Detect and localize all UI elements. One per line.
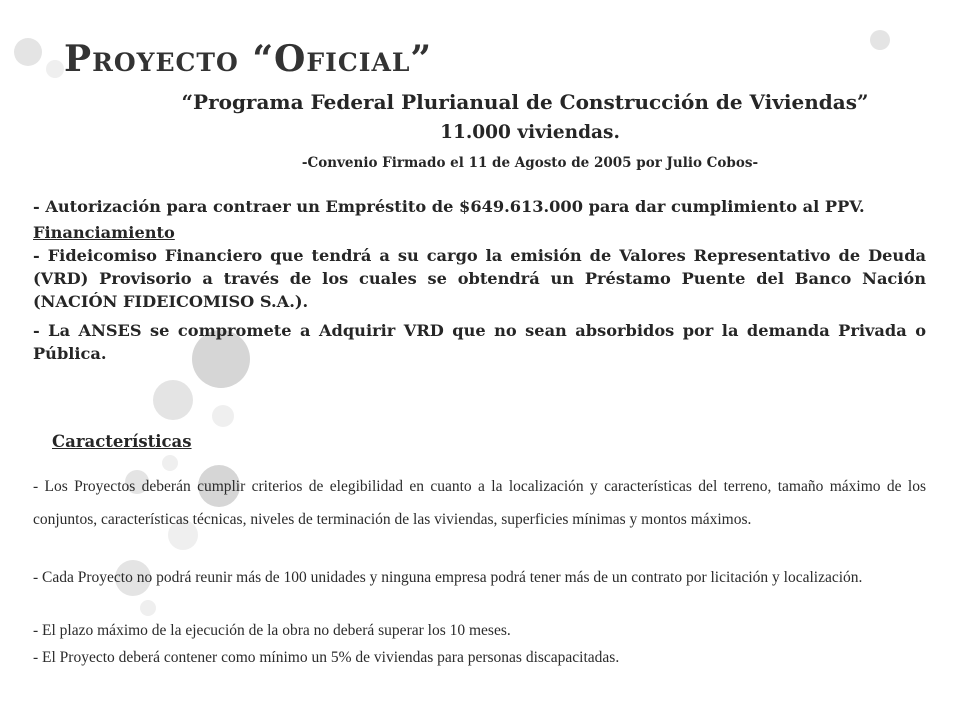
convenio-note: -Convenio Firmado el 11 de Agosto de 2005 por Julio Cobos-: [301, 155, 759, 171]
decor-circle: [46, 60, 64, 78]
decor-circle: [140, 600, 156, 616]
decor-circle: [212, 405, 234, 427]
decor-circle: [162, 455, 178, 471]
caracteristica-item: - Cada Proyecto no podrá reunir más de 100 unidades y ninguna empresa podrá tener más de un contrato por licitación y localización.: [33, 569, 863, 586]
slide-title: Proyecto “Oficial”: [64, 38, 433, 80]
slide-subtitle: “Programa Federal Plurianual de Construcción de Viviendas”: [181, 90, 869, 114]
financiamiento-paragraph: - Fideicomiso Financiero que tendrá a su cargo la emisión de Valores Representativo de Deuda (VRD) Provisorio a través de los cuales se obtendrá un Préstamo Puente del Banco Nación (NACIÓN FIDEICOMISO S.A.).: [33, 246, 926, 311]
decor-circle: [153, 380, 193, 420]
caracteristicas-heading: Características: [52, 432, 192, 451]
caracteristica-item: - El Proyecto deberá contener como mínimo un 5% de viviendas para personas discapacitadas.: [33, 649, 620, 666]
anses-paragraph: - La ANSES se compromete a Adquirir VRD que no sean absorbidos por la demanda Privada o Pública.: [33, 321, 926, 363]
decor-circle: [870, 30, 890, 50]
financiamiento-heading: Financiamiento: [33, 223, 175, 242]
caracteristica-item: - Los Proyectos deberán cumplir criterios de elegibilidad en cuanto a la localización y características del terreno, tamaño máximo de los conjuntos, características técnicas, niveles de terminación de las viviendas, superficies mínimas y montos máximos.: [33, 478, 926, 528]
units-count: 11.000 viviendas.: [440, 122, 620, 143]
autorizacion-paragraph: - Autorización para contraer un Empréstito de $649.613.000 para dar cumplimiento al PPV.: [33, 197, 865, 216]
caracteristica-item: - El plazo máximo de la ejecución de la obra no deberá superar los 10 meses.: [33, 622, 511, 639]
main-content: [33, 195, 926, 365]
decor-circle: [14, 38, 42, 66]
